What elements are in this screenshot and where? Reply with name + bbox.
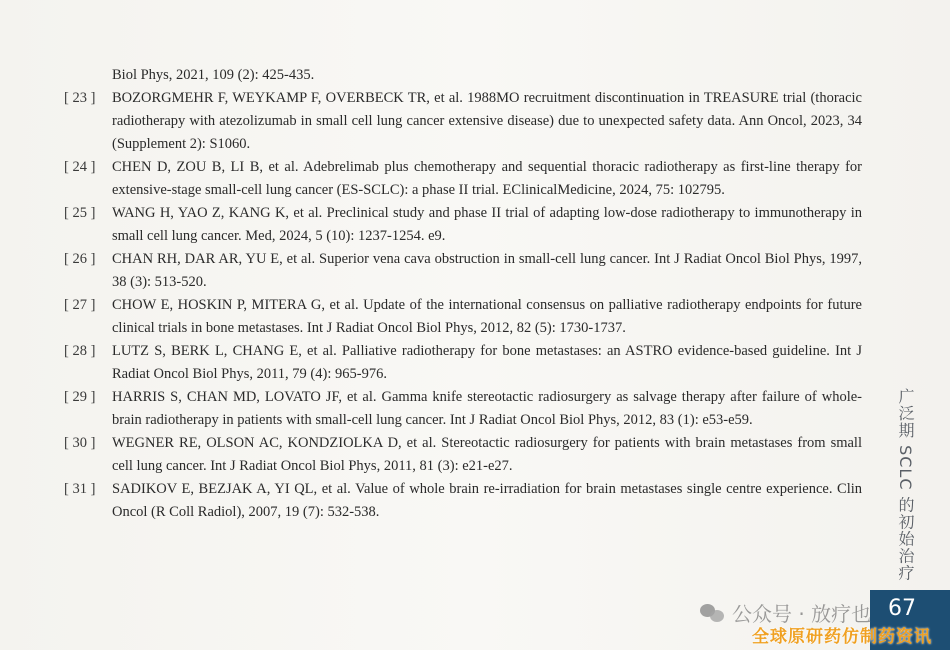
chapter-side-title: 广泛期 SCLC 的初始治疗	[896, 388, 915, 582]
reference-item	[64, 386, 862, 432]
reference-number: [ 25 ]	[64, 205, 96, 221]
watermark-slogan: 全球原研药仿制药资讯	[752, 627, 932, 647]
page-number: 67	[888, 596, 916, 621]
reference-continuation: Biol Phys, 2021, 109 (2): 425-435.	[112, 67, 315, 83]
reference-text: CHAN RH, DAR AR, YU E, et al. Superior vena cava obstruction in small-cell lung cancer. Int J Radiat Oncol Biol Phys, 1997, 38 (3): 513-520.	[112, 251, 862, 290]
reference-number: [ 24 ]	[64, 159, 96, 175]
reference-number: [ 26 ]	[64, 251, 96, 267]
watermark-account-text: 公众号 · 放疗也	[732, 602, 872, 626]
reference-text: BOZORGMEHR F, WEYKAMP F, OVERBECK TR, et al. 1988MO recruitment discontinuation in TREASURE trial (thoracic radiotherapy with atezolizumab in small cell lung cancer extensive disease) due to unexpected safety data. Ann Oncol, 2023, 34 (Supplement 2): S1060.	[112, 90, 862, 152]
reference-number: [ 27 ]	[64, 297, 96, 313]
reference-text: WEGNER RE, OLSON AC, KONDZIOLKA D, et al. Stereotactic radiosurgery for patients with brain metastases from small cell lung cancer. Int J Radiat Oncol Biol Phys, 2011, 81 (3): e21-e27.	[112, 435, 862, 474]
reference-text: WANG H, YAO Z, KANG K, et al. Preclinical study and phase II trial of adapting low-dose radiotherapy to immunotherapy in small cell lung cancer. Med, 2024, 5 (10): 1237-1254. e9.	[112, 205, 862, 244]
reference-item	[64, 87, 862, 156]
reference-number: [ 28 ]	[64, 343, 96, 359]
reference-item	[64, 432, 862, 478]
reference-item	[64, 248, 862, 294]
reference-text: LUTZ S, BERK L, CHANG E, et al. Palliative radiotherapy for bone metastases: an ASTRO evidence-based guideline. Int J Radiat Oncol Biol Phys, 2011, 79 (4): 965-976.	[112, 343, 862, 382]
reference-item	[64, 202, 862, 248]
reference-text: SADIKOV E, BEZJAK A, YI QL, et al. Value of whole brain re-irradiation for brain metastases single centre experience. Clin Oncol (R Coll Radiol), 2007, 19 (7): 532-538.	[112, 481, 862, 520]
reference-number: [ 23 ]	[64, 90, 96, 106]
reference-text: CHEN D, ZOU B, LI B, et al. Adebrelimab plus chemotherapy and sequential thoracic radiotherapy as first-line therapy for extensive-stage small-cell lung cancer (ES-SCLC): a phase II trial. EClinicalMedicine, 2024, 75: 102795.	[112, 159, 862, 198]
reference-number: [ 29 ]	[64, 389, 96, 405]
reference-item	[64, 294, 862, 340]
reference-list	[64, 64, 862, 524]
reference-number: [ 31 ]	[64, 481, 96, 497]
reference-number: [ 30 ]	[64, 435, 96, 451]
reference-item	[64, 340, 862, 386]
reference-text: HARRIS S, CHAN MD, LOVATO JF, et al. Gamma knife stereotactic radiosurgery as salvage therapy after failure of whole-brain radiotherapy in patients with small-cell lung cancer. Int J Radiat Oncol Biol Phys, 2012, 83 (1): e53-e59.	[112, 389, 862, 428]
reference-text: CHOW E, HOSKIN P, MITERA G, et al. Update of the international consensus on palliative radiotherapy endpoints for future clinical trials in bone metastases. Int J Radiat Oncol Biol Phys, 2012, 82 (5): 1730-1737.	[112, 297, 862, 336]
reference-item	[64, 156, 862, 202]
reference-item	[64, 478, 862, 524]
wechat-icon	[700, 602, 726, 624]
